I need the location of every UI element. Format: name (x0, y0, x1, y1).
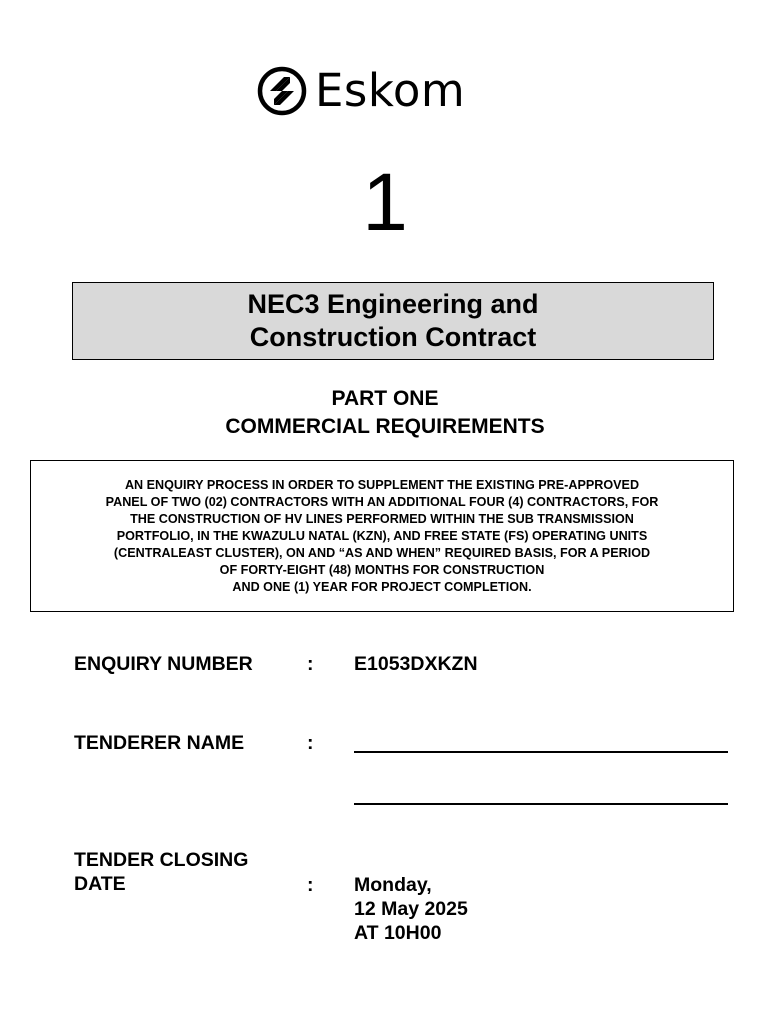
eskom-emblem-icon (257, 66, 307, 116)
part-heading-line: PART ONE (331, 387, 439, 410)
volume-number: 1 (362, 157, 408, 248)
description-line: PORTFOLIO, IN THE KWAZULU NATAL (KZN), AND FREE STATE (FS) OPERATING UNITS (116, 528, 648, 543)
tender-closing-date-value (354, 873, 468, 945)
closing-value-line: AT 10H00 (354, 922, 442, 944)
tender-closing-date-separator: : (307, 874, 314, 896)
tenderer-name-blank-line[interactable] (354, 751, 728, 753)
closing-label-line: DATE (74, 873, 126, 895)
closing-value-line: 12 May 2025 (354, 898, 468, 920)
tenderer-name-label: TENDERER NAME (74, 732, 245, 754)
closing-value-line: Monday, (354, 874, 432, 896)
tenderer-name-blank-line-2[interactable] (354, 803, 728, 805)
description-line: PANEL OF TWO (02) CONTRACTORS WITH AN ADDITIONAL FOUR (4) CONTRACTORS, FOR (105, 494, 659, 509)
description-line: AND ONE (1) YEAR FOR PROJECT COMPLETION. (232, 579, 532, 594)
eskom-logo (257, 62, 482, 120)
enquiry-number-separator: : (307, 653, 314, 675)
part-heading (0, 385, 770, 441)
eskom-wordmark: Eskom (315, 64, 466, 117)
contract-title-line: NEC3 Engineering and (247, 289, 539, 319)
description-line: THE CONSTRUCTION OF HV LINES PERFORMED WITHIN THE SUB TRANSMISSION (130, 511, 634, 526)
enquiry-description-box (30, 460, 734, 612)
part-heading-line: COMMERCIAL REQUIREMENTS (225, 415, 545, 438)
contract-title-box (72, 282, 714, 360)
enquiry-number-label: ENQUIRY NUMBER (74, 653, 253, 675)
tenderer-name-separator: : (307, 732, 314, 754)
description-line: OF FORTY-EIGHT (48) MONTHS FOR CONSTRUCTION (219, 562, 545, 577)
enquiry-number-value: E1053DXKZN (354, 653, 478, 675)
description-line: (CENTRALEAST CLUSTER), ON AND “AS AND WHEN” REQUIRED BASIS, FOR A PERIOD (113, 545, 651, 560)
tender-closing-date-label (74, 848, 248, 896)
enquiry-description (106, 477, 659, 596)
closing-label-line: TENDER CLOSING (74, 849, 249, 871)
contract-title-line: Construction Contract (249, 322, 537, 352)
description-line: AN ENQUIRY PROCESS IN ORDER TO SUPPLEMENT THE EXISTING PRE-APPROVED (124, 477, 640, 492)
